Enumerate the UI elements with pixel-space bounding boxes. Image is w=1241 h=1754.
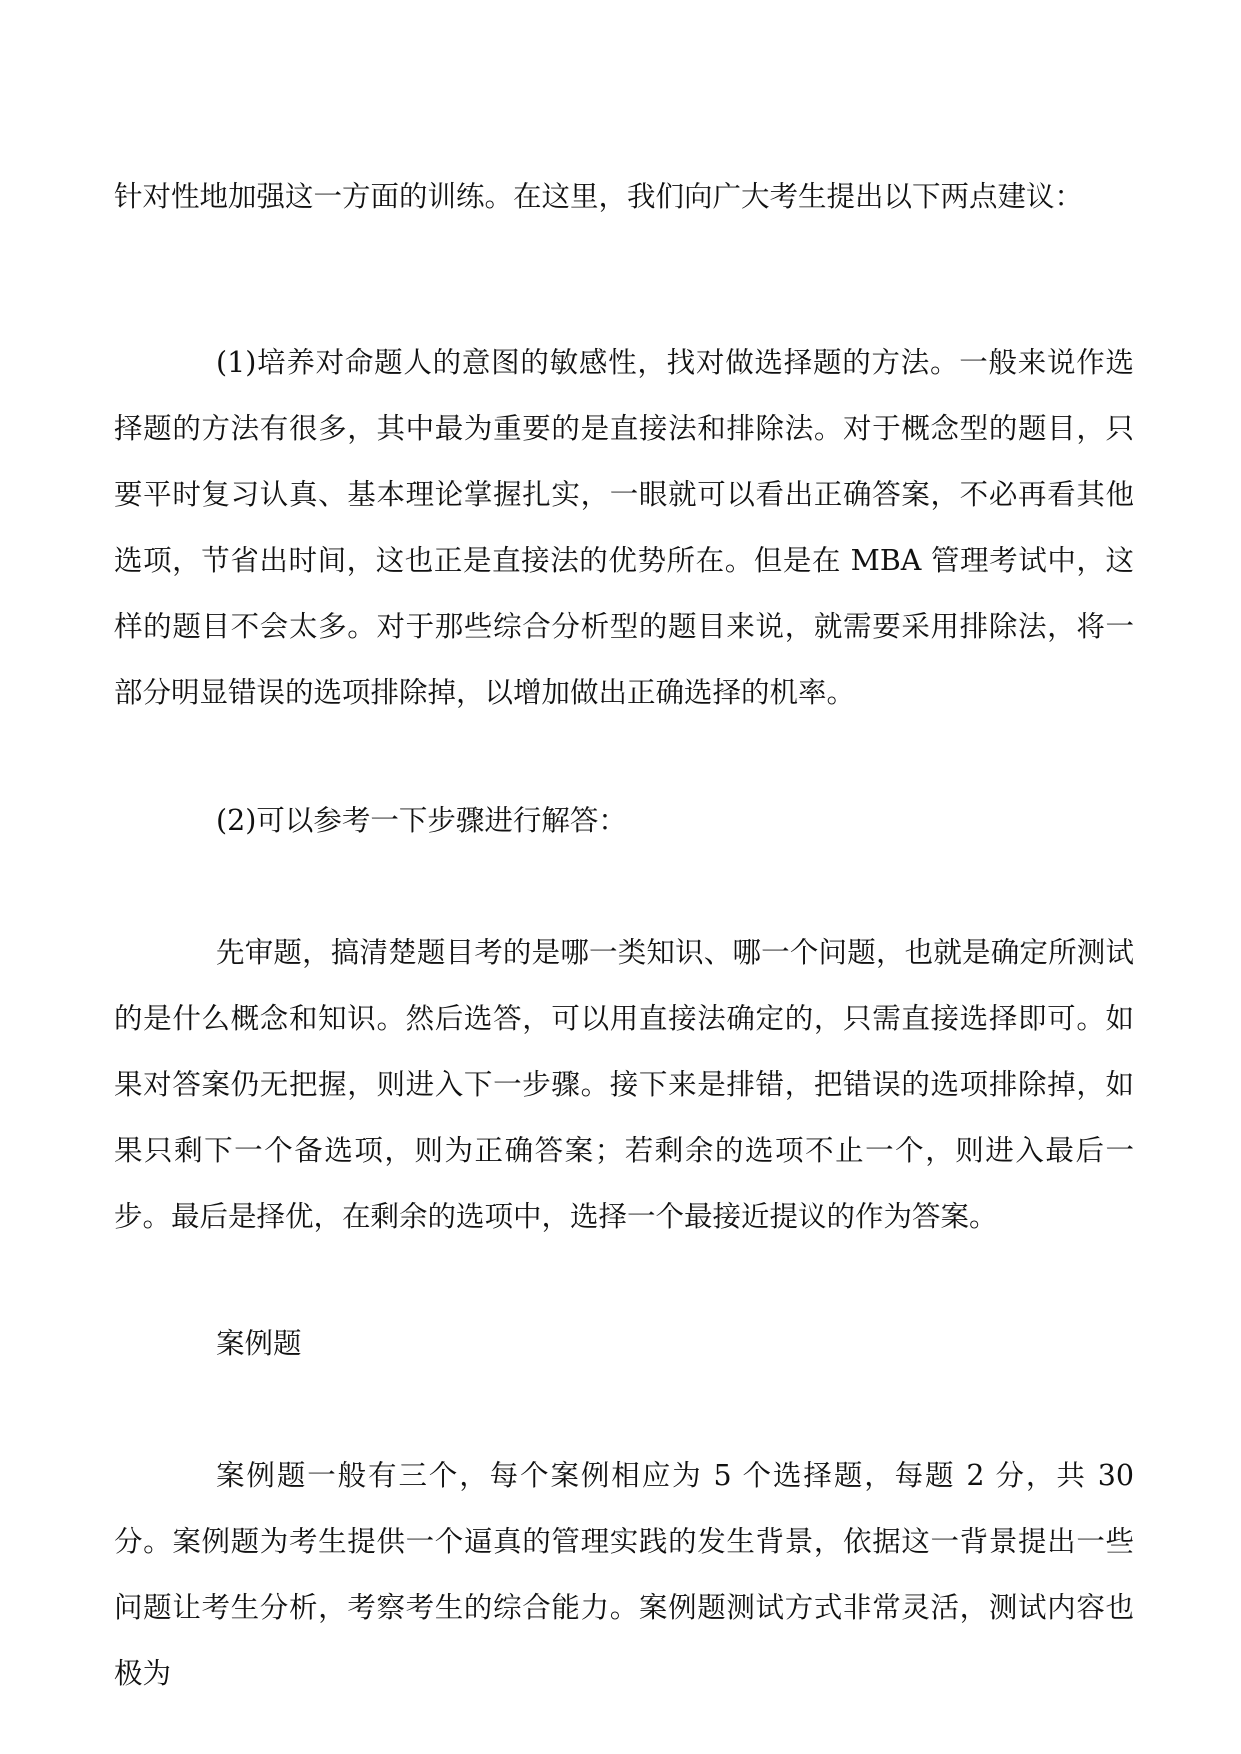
section-heading-case-study: 案例题 <box>216 1327 302 1360</box>
paragraph-steps: 先审题，搞清楚题目考的是哪一类知识、哪一个问题，也就是确定所测试的是什么概念和知识。然后选答，可以用直接法确定的，只需直接选择即可。如果对答案仍无把握，则进入下一步骤。接下来是排错，把错误的选项排除掉，如果只剩下一个备选项，则为正确答案；若剩余的选项不止一个，则进入最后一步。最后是择优，在剩余的选项中，选择一个最接近提议的作为答案。 <box>114 936 1134 1233</box>
paragraph-suggestion-1: (1)培养对命题人的意图的敏感性，找对做选择题的方法。一般来说作选择题的方法有很多，其中最为重要的是直接法和排除法。对于概念型的题目，只要平时复习认真、基本理论掌握扎实，一眼就可以看出正确答案，不必再看其他选项，节省出时间，这也正是直接法的优势所在。但是在 MBA 管理考试中，这样的题目不会太多。对于那些综合分析型的题目来说，就需要采用排除法，将一部分明显错误的选项排除掉，以增加做出正确选择的机率。 <box>114 346 1134 709</box>
paragraph-suggestion-2: (2)可以参考一下步骤进行解答： <box>216 804 627 837</box>
paragraph-case-study: 案例题一般有三个，每个案例相应为 5 个选择题，每题 2 分，共 30 分。案例题为考生提供一个逼真的管理实践的发生背景，依据这一背景提出一些问题让考生分析，考察考生的综合能力。案例题测试方式非常灵活，测试内容也极为 <box>114 1459 1134 1690</box>
paragraph-continuation: 针对性地加强这一方面的训练。在这里，我们向广大考生提出以下两点建议： <box>114 180 1084 213</box>
